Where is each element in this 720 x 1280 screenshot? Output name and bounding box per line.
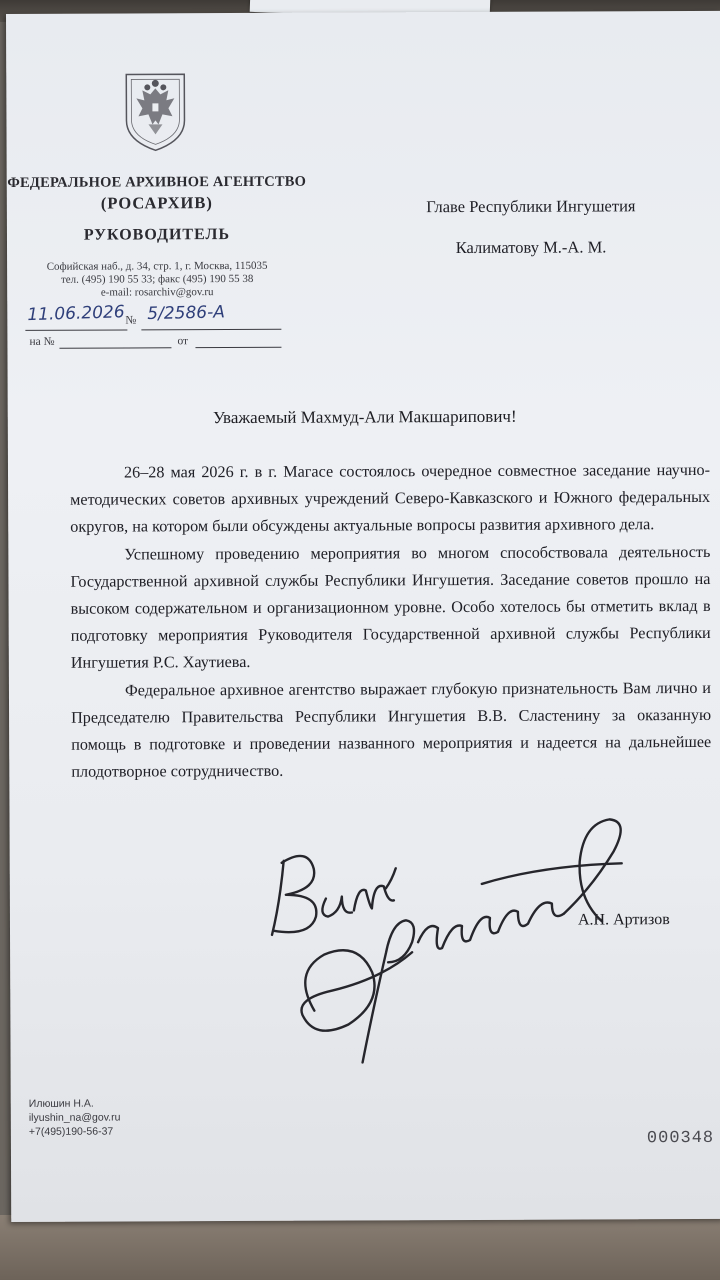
addressee-name: Калиматову М.-А. М.	[455, 237, 607, 258]
letter-sheet	[6, 11, 720, 1222]
sender-phone-fax: тел. (495) 190 55 33; факс (495) 190 55 38	[60, 272, 254, 286]
number-mark: №	[125, 314, 137, 327]
paragraph-3: Федеральное архивное агентство выражает глубокую признательность Вам лично и Председателю Правительства Республики Ингушетия В.В. Сластенину за оказанную помощь в подготовке и проведении названного мероприятия и надеется на дальнейшее плодотворное сотрудничество.	[71, 678, 712, 781]
executor-email: ilyushin_na@gov.ru	[28, 1111, 121, 1124]
paragraph-2: Успешному проведению мероприятия во многом способствовала деятельность Государственной архивной службы Республики Ингушетия. Заседание советов прошло на высоком содержательном и организационном уровне. Особо хотелось бы отметить вклад в подготовку мероприятия Руководителя Государственной архивной службы Республики Ингушетия Р.С. Хаутиева.	[70, 542, 711, 673]
agency-name: ФЕДЕРАЛЬНОЕ АРХИВНОЕ АГЕНТСТВО	[7, 173, 307, 191]
executor-name: Илюшин Н.А.	[28, 1097, 94, 1110]
date-line	[25, 329, 127, 330]
registration-date: 11.06.2026	[27, 302, 125, 326]
background-table	[0, 1215, 720, 1280]
reference-number-line	[59, 347, 171, 348]
letter-greeting: Уважаемый Махмуд-Али Макшарипович!	[212, 406, 517, 428]
registration-number: 5/2586-А	[147, 302, 226, 325]
sender-email: e-mail: rosarchiv@gov.ru	[100, 286, 214, 299]
coat-of-arms-icon	[122, 70, 188, 152]
paragraph-1: 26–28 мая 2026 г. в г. Магасе состоялось очередное совместное заседание научно-методических советов архивных учреждений Северо-Кавказского и Южного федеральных округов, на котором были обсуждены актуальные вопросы развития архивного дела.	[70, 460, 711, 537]
agency-short-name: (РОСАРХИВ)	[100, 193, 213, 213]
number-line	[141, 329, 281, 331]
letter-body	[70, 457, 711, 786]
signer-name: А.Н. Артизов	[577, 911, 670, 929]
reference-number-label: на №	[29, 335, 55, 348]
form-serial-number: 000348	[646, 1128, 715, 1149]
reference-date-line	[195, 347, 281, 348]
handwritten-signature	[261, 801, 652, 1083]
executor-phone: +7(495)190-56-37	[28, 1125, 114, 1138]
sender-address: Софийская наб., д. 34, стр. 1, г. Москва, 115035	[46, 259, 268, 273]
sender-position: РУКОВОДИТЕЛЬ	[83, 226, 231, 244]
reference-date-label: от	[177, 335, 189, 348]
addressee-title: Главе Республики Ингушетия	[426, 196, 636, 217]
